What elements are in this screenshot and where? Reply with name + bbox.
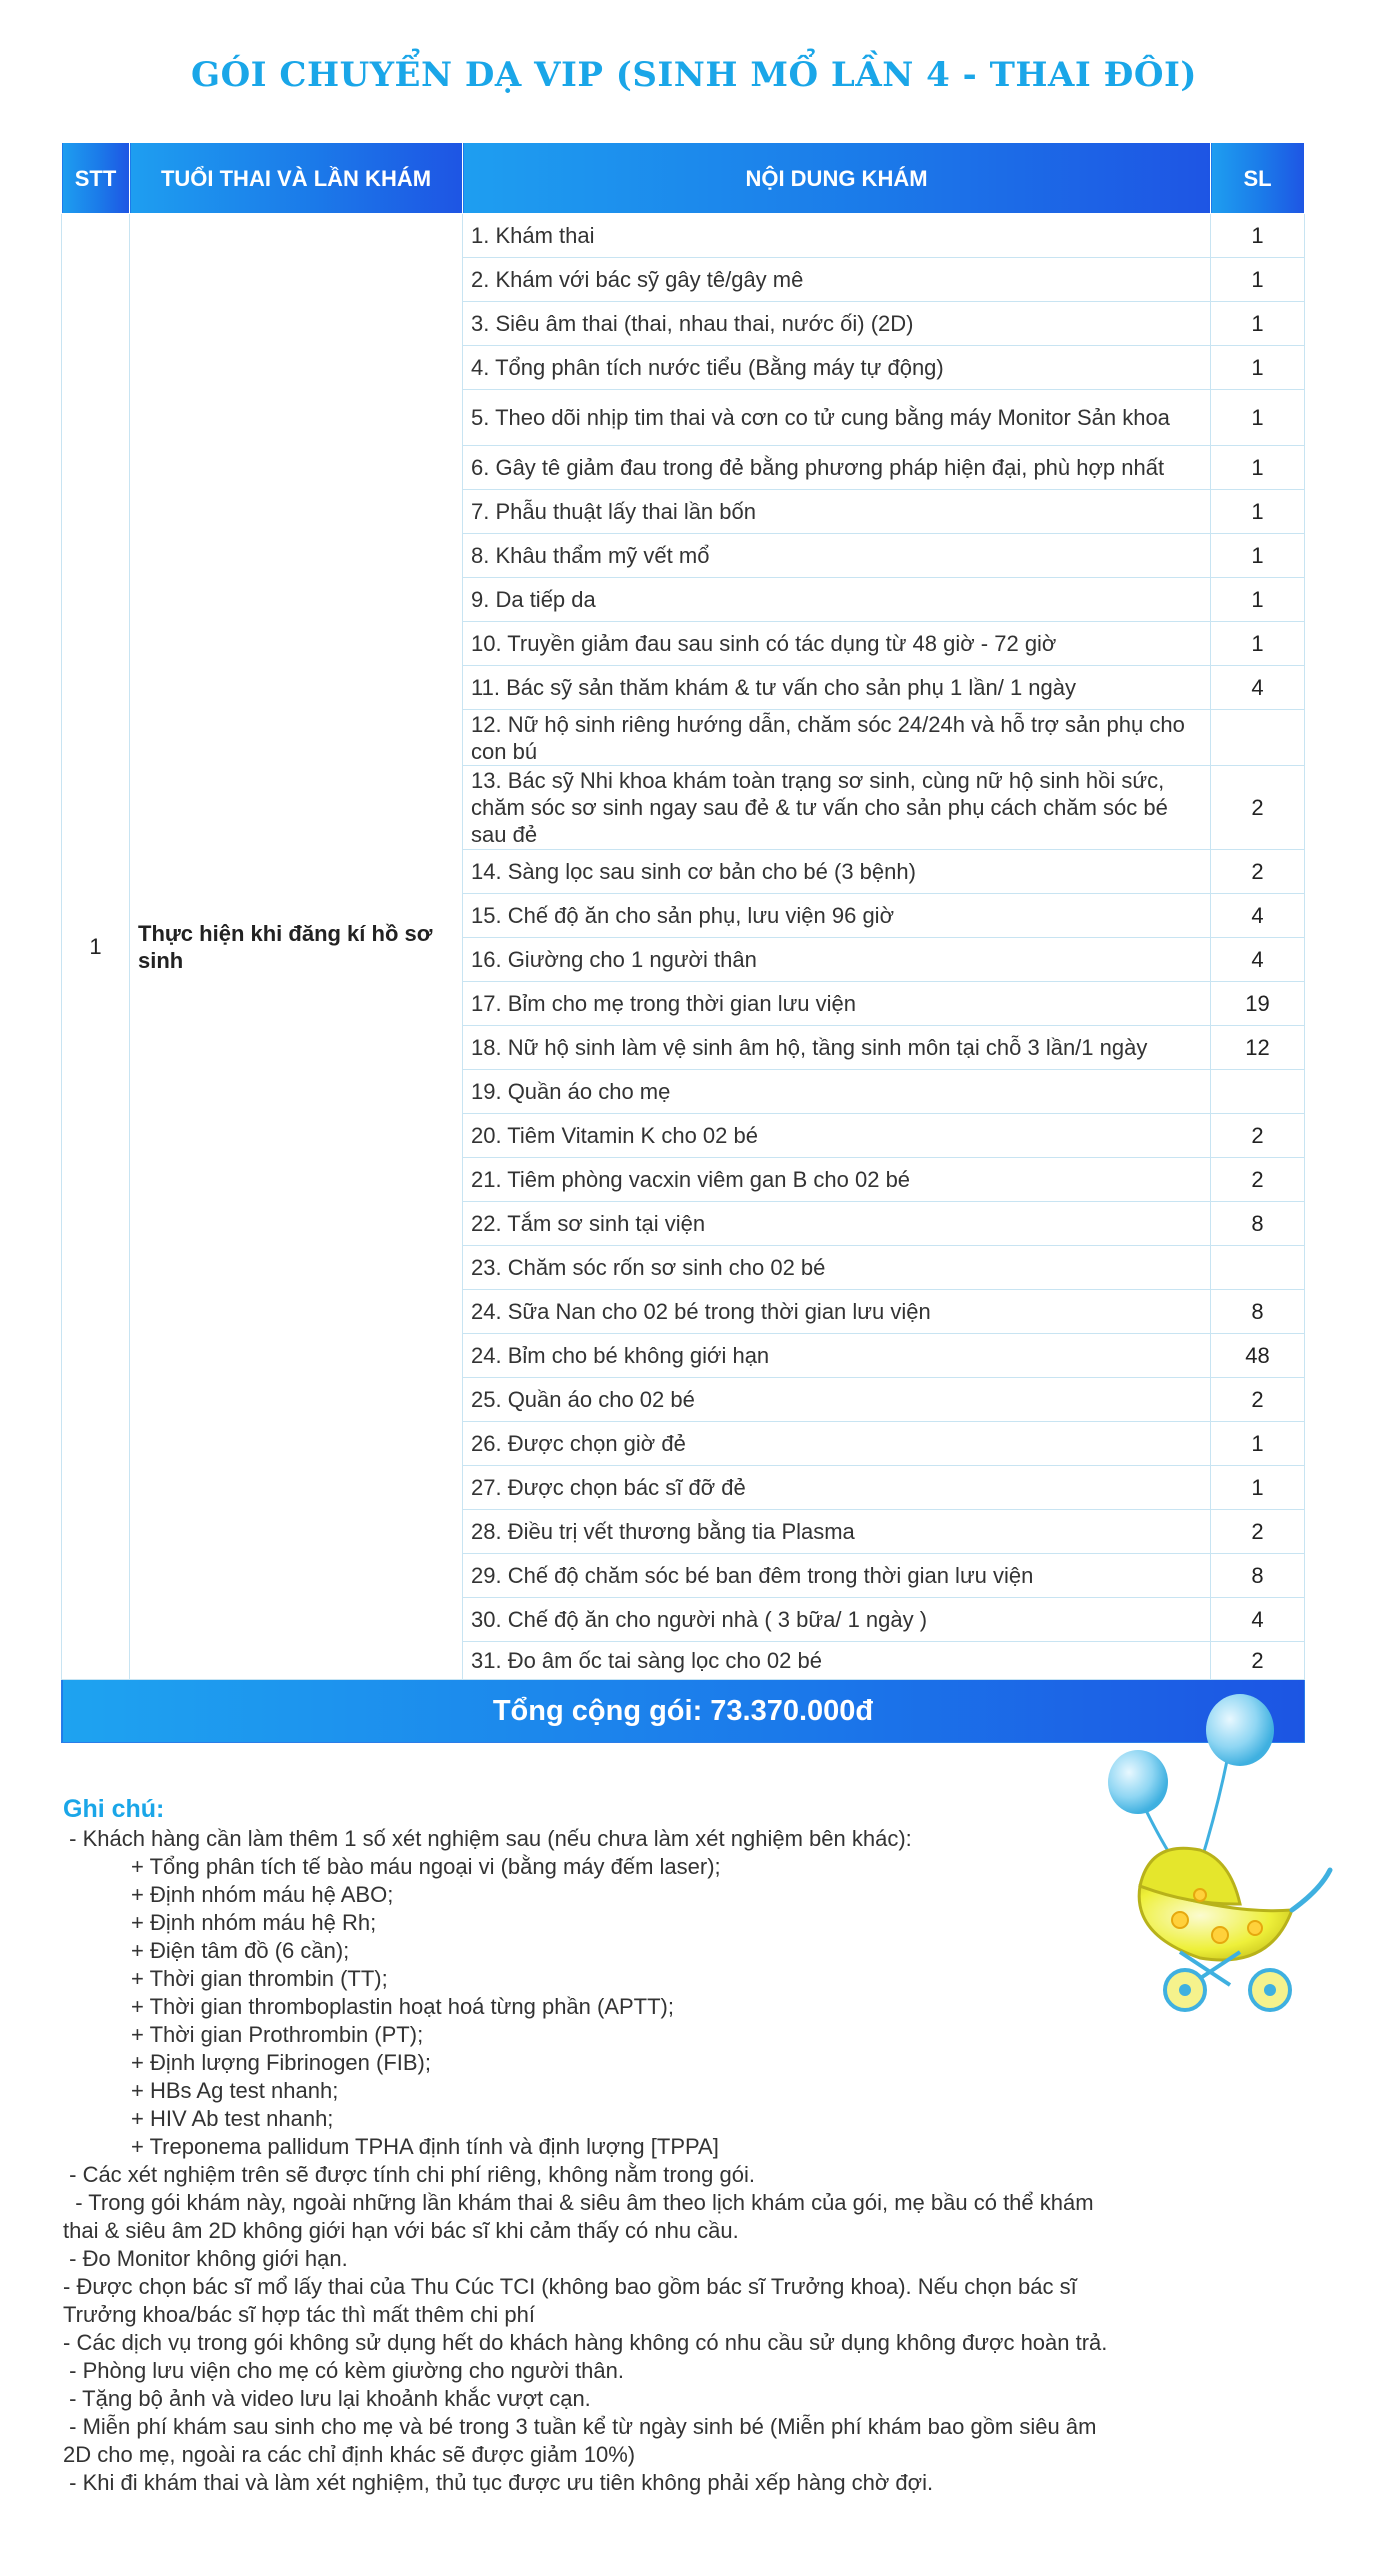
service-item: 24. Sữa Nan cho 02 bé trong thời gian lưu viện bbox=[463, 1290, 1211, 1334]
service-quantity: 2 bbox=[1211, 1510, 1305, 1554]
service-item: 29. Chế độ chăm sóc bé ban đêm trong thời gian lưu viện bbox=[463, 1554, 1211, 1598]
service-quantity: 19 bbox=[1211, 982, 1305, 1026]
note-sub-item: + Định lượng Fibrinogen (FIB); bbox=[131, 2050, 431, 2075]
service-quantity: 4 bbox=[1211, 894, 1305, 938]
note-item: - Khi đi khám thai và làm xét nghiệm, thủ tục được ưu tiên không phải xếp hàng chờ đợi. bbox=[63, 2470, 934, 2495]
service-quantity: 2 bbox=[1211, 1114, 1305, 1158]
service-quantity: 4 bbox=[1211, 1598, 1305, 1642]
note-item: - Các xét nghiệm trên sẽ được tính chi phí riêng, không nằm trong gói. bbox=[63, 2162, 755, 2187]
service-item: 17. Bỉm cho mẹ trong thời gian lưu viện bbox=[463, 982, 1211, 1026]
service-item: 20. Tiêm Vitamin K cho 02 bé bbox=[463, 1114, 1211, 1158]
service-item: 13. Bác sỹ Nhi khoa khám toàn trạng sơ sinh, cùng nữ hộ sinh hồi sức, chăm sóc sơ sinh ngay sau đẻ & tư vấn cho sản phụ cách chăm sóc bé sau đẻ bbox=[463, 766, 1211, 850]
service-item: 2. Khám với bác sỹ gây tê/gây mê bbox=[463, 258, 1211, 302]
package-total: Tổng cộng gói: 73.370.000đ bbox=[62, 1680, 1305, 1743]
service-quantity: 1 bbox=[1211, 578, 1305, 622]
service-item: 5. Theo dõi nhịp tim thai và cơn co tử cung bằng máy Monitor Sản khoa bbox=[463, 390, 1211, 446]
notes-section bbox=[63, 1793, 1123, 2497]
table-header-row bbox=[62, 143, 1305, 214]
header-content: NỘI DUNG KHÁM bbox=[463, 143, 1211, 214]
service-quantity: 1 bbox=[1211, 1466, 1305, 1510]
note-sub-item: + Thời gian thrombin (TT); bbox=[131, 1966, 388, 1991]
service-quantity: 48 bbox=[1211, 1334, 1305, 1378]
service-item: 18. Nữ hộ sinh làm vệ sinh âm hộ, tầng sinh môn tại chỗ 3 lần/1 ngày bbox=[463, 1026, 1211, 1070]
note-item: - Miễn phí khám sau sinh cho mẹ và bé trong 3 tuần kể từ ngày sinh bé (Miễn phí khám bao gồm siêu âm 2D cho mẹ, ngoài ra các chỉ định khác sẽ được giảm 10%) bbox=[63, 2414, 1103, 2467]
service-item: 31. Đo âm ốc tai sàng lọc cho 02 bé bbox=[463, 1642, 1211, 1680]
service-item: 6. Gây tê giảm đau trong đẻ bằng phương pháp hiện đại, phù hợp nhất bbox=[463, 446, 1211, 490]
note-item: - Phòng lưu viện cho mẹ có kèm giường cho người thân. bbox=[63, 2358, 625, 2383]
service-item: 19. Quần áo cho mẹ bbox=[463, 1070, 1211, 1114]
notes-list bbox=[63, 1825, 1123, 2497]
note-sub-item: + HIV Ab test nhanh; bbox=[131, 2106, 334, 2131]
service-item: 4. Tổng phân tích nước tiểu (Bằng máy tự động) bbox=[463, 346, 1211, 390]
note-sub-item: + Thời gian Prothrombin (PT); bbox=[131, 2022, 424, 2047]
service-quantity: 2 bbox=[1211, 1642, 1305, 1680]
service-quantity: 1 bbox=[1211, 258, 1305, 302]
table-row bbox=[62, 214, 1305, 258]
notes-heading: Ghi chú: bbox=[63, 1795, 165, 1823]
service-item: 21. Tiêm phòng vacxin viêm gan B cho 02 bé bbox=[463, 1158, 1211, 1202]
service-item: 26. Được chọn giờ đẻ bbox=[463, 1422, 1211, 1466]
header-stt: STT bbox=[62, 143, 130, 214]
service-quantity bbox=[1211, 1070, 1305, 1114]
note-sub-item: + Thời gian thromboplastin hoạt hoá từng phần (APTT); bbox=[131, 1994, 674, 2019]
service-quantity: 8 bbox=[1211, 1554, 1305, 1598]
service-item: 11. Bác sỹ sản thăm khám & tư vấn cho sản phụ 1 lần/ 1 ngày bbox=[463, 666, 1211, 710]
service-item: 25. Quần áo cho 02 bé bbox=[463, 1378, 1211, 1422]
note-sub-item: + Điện tâm đồ (6 cần); bbox=[131, 1938, 350, 1963]
service-item: 27. Được chọn bác sĩ đỡ đẻ bbox=[463, 1466, 1211, 1510]
service-item: 30. Chế độ ăn cho người nhà ( 3 bữa/ 1 ngày ) bbox=[463, 1598, 1211, 1642]
note-item: - Tặng bộ ảnh và video lưu lại khoảnh khắc vượt cạn. bbox=[63, 2386, 591, 2411]
service-quantity: 2 bbox=[1211, 1158, 1305, 1202]
note-sub-item: + Treponema pallidum TPHA định tính và định lượng [TPPA] bbox=[131, 2134, 719, 2159]
row-stt: 1 bbox=[62, 214, 130, 1680]
service-item: 22. Tắm sơ sinh tại viện bbox=[463, 1202, 1211, 1246]
service-item: 16. Giường cho 1 người thân bbox=[463, 938, 1211, 982]
note-sub-item: + Tổng phân tích tế bào máu ngoại vi (bằng máy đếm laser); bbox=[131, 1854, 721, 1879]
service-quantity: 8 bbox=[1211, 1202, 1305, 1246]
service-quantity: 4 bbox=[1211, 938, 1305, 982]
service-quantity: 1 bbox=[1211, 1422, 1305, 1466]
service-quantity: 1 bbox=[1211, 622, 1305, 666]
service-item: 9. Da tiếp da bbox=[463, 578, 1211, 622]
service-item: 10. Truyền giảm đau sau sinh có tác dụng từ 48 giờ - 72 giờ bbox=[463, 622, 1211, 666]
note-sub-item: + Định nhóm máu hệ ABO; bbox=[131, 1882, 394, 1907]
service-item: 8. Khâu thẩm mỹ vết mổ bbox=[463, 534, 1211, 578]
service-quantity: 8 bbox=[1211, 1290, 1305, 1334]
note-item: - Khách hàng cần làm thêm 1 số xét nghiệm sau (nếu chưa làm xét nghiệm bên khác): bbox=[63, 1826, 912, 1851]
note-item: - Đo Monitor không giới hạn. bbox=[63, 2246, 348, 2271]
service-quantity: 1 bbox=[1211, 302, 1305, 346]
header-phase: TUỔI THAI VÀ LẦN KHÁM bbox=[130, 143, 463, 214]
service-quantity: 2 bbox=[1211, 766, 1305, 850]
service-item: 28. Điều trị vết thương bằng tia Plasma bbox=[463, 1510, 1211, 1554]
service-item: 23. Chăm sóc rốn sơ sinh cho 02 bé bbox=[463, 1246, 1211, 1290]
service-quantity bbox=[1211, 710, 1305, 766]
service-quantity: 12 bbox=[1211, 1026, 1305, 1070]
service-item: 1. Khám thai bbox=[463, 214, 1211, 258]
service-quantity: 2 bbox=[1211, 1378, 1305, 1422]
page-title: GÓI CHUYỂN DẠ VIP (SINH MỔ LẦN 4 - THAI ĐÔI) bbox=[191, 55, 1197, 95]
service-item: 12. Nữ hộ sinh riêng hướng dẫn, chăm sóc 24/24h và hỗ trợ sản phụ cho con bú bbox=[463, 710, 1211, 766]
service-item: 3. Siêu âm thai (thai, nhau thai, nước ối) (2D) bbox=[463, 302, 1211, 346]
header-qty: SL bbox=[1211, 143, 1305, 214]
service-quantity: 4 bbox=[1211, 666, 1305, 710]
row-phase: Thực hiện khi đăng kí hồ sơ sinh bbox=[130, 214, 463, 1680]
note-sub-item: + Định nhóm máu hệ Rh; bbox=[131, 1910, 377, 1935]
service-quantity: 1 bbox=[1211, 214, 1305, 258]
service-quantity: 1 bbox=[1211, 490, 1305, 534]
service-quantity: 1 bbox=[1211, 390, 1305, 446]
service-quantity: 1 bbox=[1211, 446, 1305, 490]
service-quantity: 1 bbox=[1211, 346, 1305, 390]
package-table bbox=[61, 142, 1305, 1743]
service-quantity bbox=[1211, 1246, 1305, 1290]
service-item: 15. Chế độ ăn cho sản phụ, lưu viện 96 giờ bbox=[463, 894, 1211, 938]
baby-stroller-with-balloons-icon bbox=[1080, 1690, 1340, 2020]
note-item: - Trong gói khám này, ngoài những lần khám thai & siêu âm theo lịch khám của gói, mẹ bầu có thể khám thai & siêu âm 2D không giới hạn với bác sĩ khi cảm thấy có nhu cầu. bbox=[63, 2190, 1100, 2243]
service-item: 7. Phẫu thuật lấy thai lần bốn bbox=[463, 490, 1211, 534]
service-quantity: 1 bbox=[1211, 534, 1305, 578]
note-sub-item: + HBs Ag test nhanh; bbox=[131, 2078, 339, 2103]
note-item: - Được chọn bác sĩ mổ lấy thai của Thu Cúc TCI (không bao gồm bác sĩ Trưởng khoa). Nếu chọn bác sĩ Trưởng khoa/bác sĩ hợp tác thì mất thêm chi phí bbox=[63, 2274, 1083, 2327]
service-item: 14. Sàng lọc sau sinh cơ bản cho bé (3 bệnh) bbox=[463, 850, 1211, 894]
service-item: 24. Bỉm cho bé không giới hạn bbox=[463, 1334, 1211, 1378]
note-item: - Các dịch vụ trong gói không sử dụng hết do khách hàng không có nhu cầu sử dụng không được hoàn trả. bbox=[63, 2330, 1108, 2355]
service-quantity: 2 bbox=[1211, 850, 1305, 894]
